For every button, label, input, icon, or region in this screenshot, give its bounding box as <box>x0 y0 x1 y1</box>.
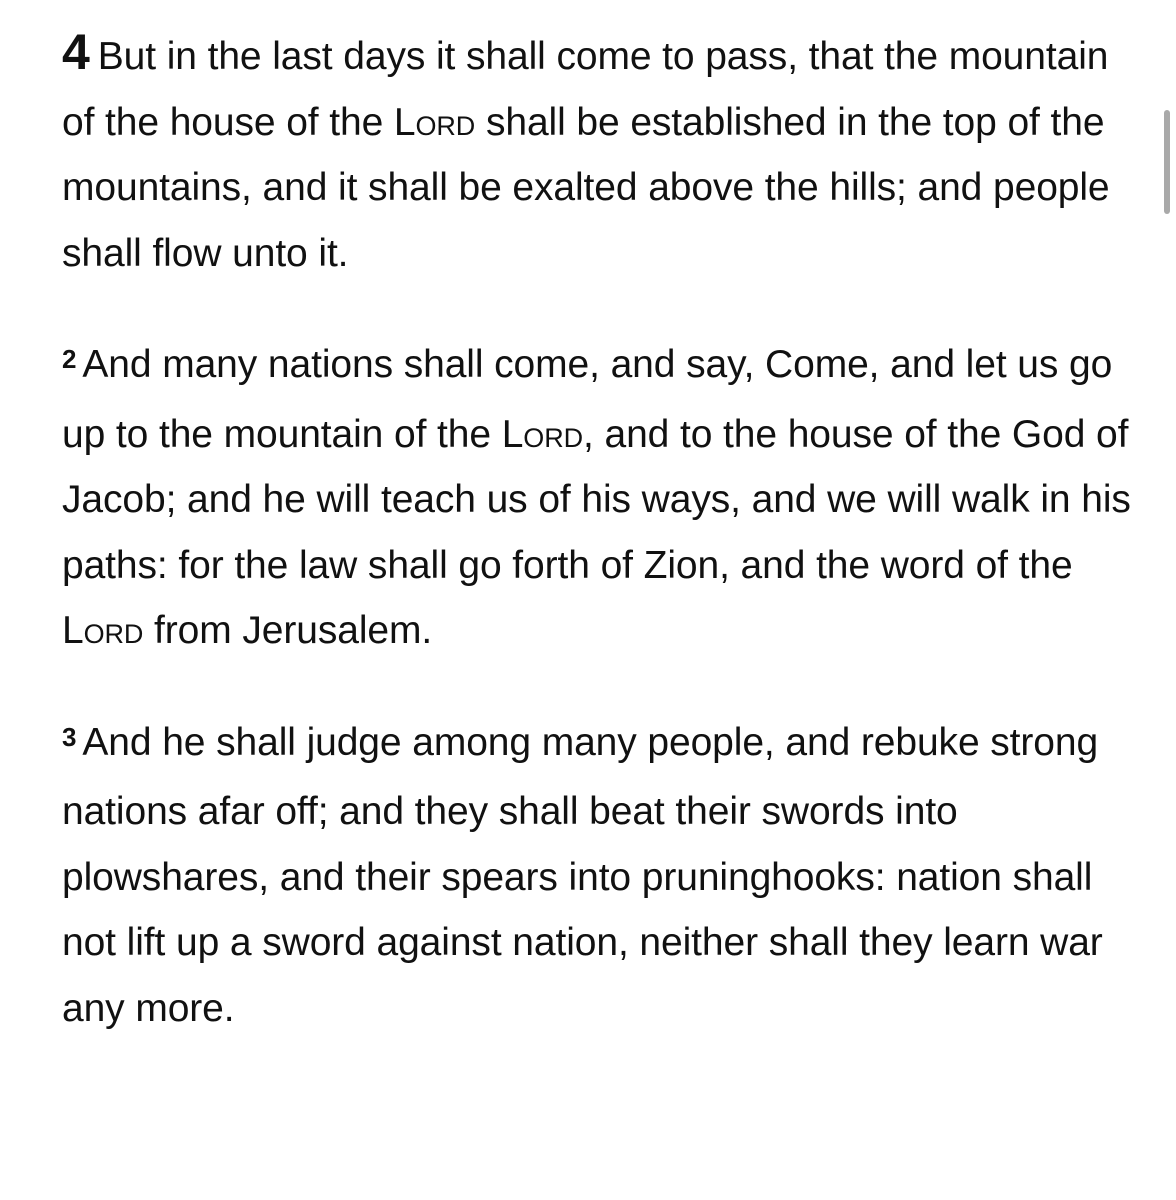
chapter-number[interactable]: 4 <box>62 24 90 80</box>
verse-text: , and to the house of the God of Jacob; and he will teach us of his ways, and we will walk in his paths: for the law shall go forth of Zion, and the word of the <box>62 412 1131 587</box>
scrollbar[interactable] <box>1164 110 1170 214</box>
verse-3[interactable] <box>62 710 1142 1042</box>
verse-2[interactable] <box>62 332 1142 664</box>
scripture-reader <box>62 20 1142 1041</box>
verse-number[interactable]: 3 <box>62 721 77 752</box>
divine-name: Lord <box>393 100 476 144</box>
divine-name: Lord <box>62 609 144 652</box>
verse-text: But in the last days it shall come to pass, that the mountain of the house of the <box>62 35 1109 144</box>
verse-text: from Jerusalem. <box>143 609 433 652</box>
verse-text: And he shall judge among many people, and rebuke strong nations afar off; and they shall beat their swords into plowshares, and their spears into pruninghooks: nation shall not lift up a sword against nation, neither shall they learn war any more. <box>62 720 1103 1030</box>
verse-number[interactable]: 2 <box>62 344 77 374</box>
divine-name: Lord <box>501 412 584 456</box>
verse-text: shall be established in the top of the mountains, and it shall be exalted above the hills; and people shall flow unto it. <box>62 100 1110 275</box>
verse-text: And many nations shall come, and say, Come, and let us go up to the mountain of the <box>62 343 1113 456</box>
verse-1[interactable] <box>62 20 1142 286</box>
